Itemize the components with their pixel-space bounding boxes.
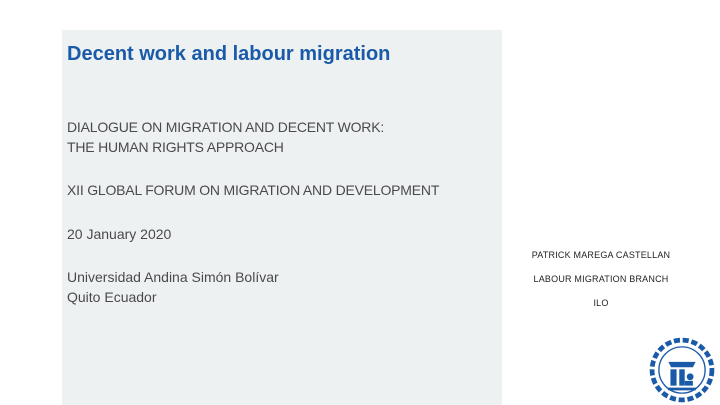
slide-subtitle [67,117,384,157]
forum-name: XII GLOBAL FORUM ON MIGRATION AND DEVELOPMENT [67,182,440,198]
subtitle-line-1: DIALOGUE ON MIGRATION AND DECENT WORK: [67,119,385,135]
event-date: 20 January 2020 [67,226,172,242]
subtitle-line-2: THE HUMAN RIGHTS APPROACH [67,139,284,155]
ilo-logo-icon [648,336,716,404]
content-panel [62,30,502,405]
presenter-name: PATRICK MAREGA CASTELLAN [531,250,671,260]
presenter-org: ILO [593,298,609,308]
venue-line-2: Quito Ecuador [67,289,157,305]
venue-line-1: Universidad Andina Simón Bolívar [67,269,279,285]
slide-title: Decent work and labour migration [67,43,391,65]
presenter-unit: LABOUR MIGRATION BRANCH [533,274,669,284]
presenter-block [510,247,692,319]
event-venue [67,267,279,307]
